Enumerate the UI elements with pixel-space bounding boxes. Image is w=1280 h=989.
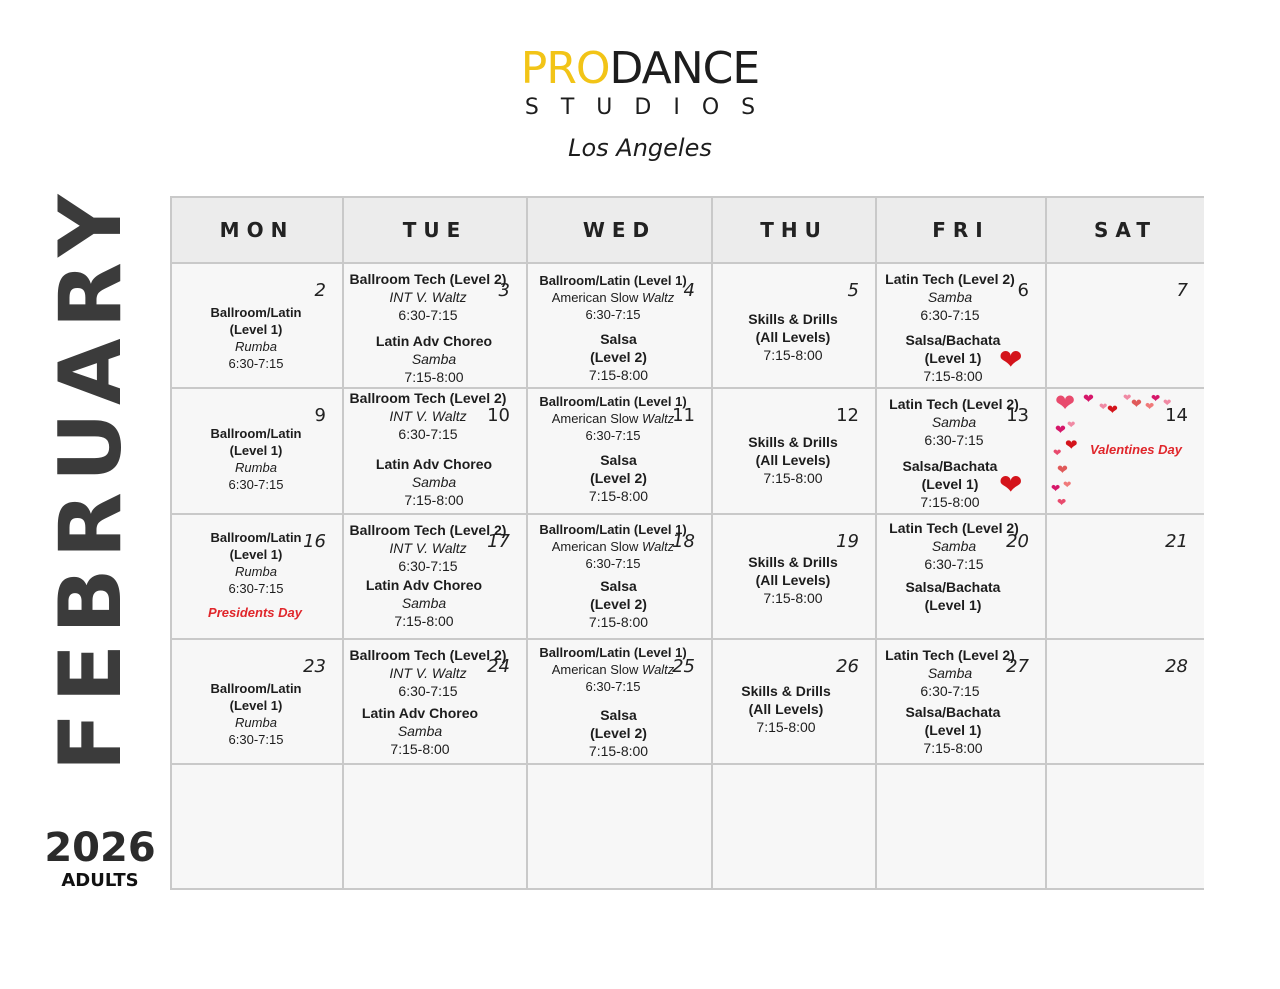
class-title: Ballroom Tech (Level 2): [349, 390, 507, 406]
day-cell-4: [528, 264, 713, 389]
day-number: 10: [487, 405, 510, 426]
class-title: Latin Tech (Level 2): [885, 647, 1015, 663]
day-number: 24: [487, 656, 510, 677]
class-ballroom-latin: [172, 425, 340, 493]
day-cell-18: [528, 515, 713, 640]
class-time: 6:30-7:15: [398, 558, 458, 574]
holiday-valentines: Valentines Day: [1089, 442, 1182, 457]
class-level: (Level 2): [590, 349, 647, 365]
class-ballroom-latin: [528, 272, 698, 323]
class-level: (Level 2): [590, 596, 647, 612]
class-level: (Level 1): [229, 698, 283, 713]
class-title: Ballroom/Latin: [210, 681, 302, 696]
class-salsa: [528, 706, 709, 760]
day-cell-14: 14 ❤ ❤ ❤ ❤ ❤ ❤ ❤ ❤ ❤ ❤ ❤ ❤ ❤ ❤ ❤ ❤ ❤ Valentines Day: [1047, 389, 1204, 515]
class-style: Samba: [931, 538, 977, 554]
class-title: Ballroom Tech (Level 2): [349, 522, 507, 538]
class-style-pre: American Slow: [551, 539, 639, 554]
day-number: 11: [672, 405, 695, 426]
class-time: 6:30-7:15: [920, 683, 980, 699]
class-style-pre: American Slow: [551, 290, 639, 305]
audience-label: ADULTS: [61, 870, 139, 891]
class-time: 7:15-8:00: [923, 740, 983, 756]
class-level: (Level 1): [229, 322, 283, 337]
class-style: INT V. Waltz: [389, 540, 467, 556]
class-title: Latin Tech (Level 2): [889, 520, 1019, 536]
class-title: Latin Adv Choreo: [375, 333, 493, 349]
class-salsa-bachata: [877, 578, 1029, 614]
month-title: [36, 184, 146, 772]
class-ballroom-latin: [172, 529, 340, 597]
class-style: Rumba: [235, 460, 277, 475]
day-cell-25: [528, 640, 713, 765]
day-number: 13: [1006, 405, 1029, 426]
class-style: INT V. Waltz: [389, 408, 467, 424]
day-number: 4: [683, 280, 695, 301]
class-latin-tech: [881, 395, 1027, 449]
class-time: 7:15-8:00: [390, 741, 450, 757]
class-style: INT V. Waltz: [389, 289, 467, 305]
class-level: (Level 2): [590, 470, 647, 486]
class-latin-tech: [877, 270, 1023, 324]
day-cell-19: [713, 515, 877, 640]
class-ballroom-latin: [172, 680, 340, 748]
day-cell-empty: [877, 765, 1047, 888]
day-cell-10: [344, 389, 528, 515]
day-cell-6: [877, 264, 1047, 389]
class-title: Latin Tech (Level 2): [889, 396, 1019, 412]
class-time: 6:30-7:15: [398, 683, 458, 699]
day-cell-21: [1047, 515, 1204, 640]
day-cell-empty: [528, 765, 713, 888]
class-time: 6:30-7:15: [585, 307, 641, 322]
day-cell-9: [172, 389, 344, 515]
class-style-dance: Waltz: [642, 290, 675, 305]
weekday-thu: THU: [713, 198, 877, 264]
class-time: 7:15-8:00: [588, 488, 649, 504]
class-style: Samba: [411, 474, 457, 490]
class-time: 6:30-7:15: [924, 556, 984, 572]
weekday-wed: WED: [528, 198, 713, 264]
class-time: 7:15-8:00: [588, 743, 649, 759]
logo-dance: DANCE: [609, 43, 760, 94]
studio-logo: [0, 44, 1280, 162]
class-title: Skills & Drills: [748, 311, 838, 327]
calendar-grid: [170, 196, 1204, 890]
class-title: Latin Tech (Level 2): [885, 271, 1015, 287]
weekday-tue: TUE: [344, 198, 528, 264]
class-style: Samba: [931, 414, 977, 430]
class-level: (All Levels): [748, 701, 824, 717]
day-cell-empty: [344, 765, 528, 888]
class-ballroom-tech: [344, 389, 512, 443]
class-style: Samba: [411, 351, 457, 367]
day-number: 7: [1176, 280, 1188, 301]
class-time: 7:15-8:00: [588, 614, 649, 630]
class-ballroom-latin: [172, 304, 340, 372]
class-time: 6:30-7:15: [398, 307, 458, 323]
day-cell-empty: [172, 765, 344, 888]
class-time: 7:15-8:00: [920, 494, 980, 510]
class-time: 7:15-8:00: [923, 368, 983, 384]
class-time: 7:15-8:00: [763, 590, 823, 606]
class-level: (Level 1): [924, 722, 982, 738]
class-time: 6:30-7:15: [398, 426, 458, 442]
class-time: 7:15-8:00: [763, 347, 823, 363]
day-number: 3: [498, 280, 510, 301]
day-cell-16: [172, 515, 344, 640]
class-style: Rumba: [235, 339, 277, 354]
class-style: Samba: [927, 289, 973, 305]
heart-icon: ❤: [999, 469, 1023, 500]
class-time: 6:30-7:15: [585, 679, 641, 694]
class-time: 6:30-7:15: [228, 581, 284, 596]
class-style: Samba: [927, 665, 973, 681]
day-number: 9: [314, 405, 326, 426]
class-style: INT V. Waltz: [389, 665, 467, 681]
day-number: 14: [1165, 405, 1188, 426]
class-style: Rumba: [235, 564, 277, 579]
class-title: Ballroom Tech (Level 2): [349, 271, 507, 287]
day-number: 6: [1017, 280, 1029, 301]
day-number: 5: [847, 280, 859, 301]
class-level: (All Levels): [755, 329, 831, 345]
day-cell-28: [1047, 640, 1204, 765]
class-time: 6:30-7:15: [228, 356, 284, 371]
class-ballroom-latin: [528, 521, 698, 572]
class-title: Salsa: [600, 331, 637, 347]
class-level: (Level 1): [229, 547, 283, 562]
class-style-dance: Waltz: [642, 662, 675, 677]
class-time: 7:15-8:00: [394, 613, 454, 629]
class-time: 7:15-8:00: [404, 492, 464, 508]
class-title: Salsa/Bachata: [905, 704, 1001, 720]
class-title: Skills & Drills: [748, 554, 838, 570]
weekday-fri: FRI: [877, 198, 1047, 264]
class-level: (All Levels): [755, 452, 831, 468]
class-title: Ballroom/Latin (Level 1): [539, 522, 687, 537]
class-skills-drills: [713, 553, 873, 607]
class-skills-drills: [713, 433, 873, 487]
class-style-pre: American Slow: [551, 411, 639, 426]
day-cell-13: [877, 389, 1047, 515]
logo-studios: STUDIOS: [524, 95, 778, 120]
day-cell-11: [528, 389, 713, 515]
class-style-pre: American Slow: [551, 662, 639, 677]
day-number: 28: [1165, 656, 1188, 677]
day-number: 2: [314, 280, 326, 301]
class-level: (Level 1): [229, 443, 283, 458]
day-number: 20: [1006, 531, 1029, 552]
year-label: 2026: [44, 825, 156, 871]
class-level: (All Levels): [755, 572, 831, 588]
class-style: [528, 661, 698, 678]
weekday-sat: SAT: [1047, 198, 1204, 264]
logo-city: Los Angeles: [568, 134, 712, 162]
class-ballroom-latin: [528, 644, 698, 695]
weekday-mon: MON: [172, 198, 344, 264]
class-time: 6:30-7:15: [228, 477, 284, 492]
class-latin-adv-choreo: [344, 576, 504, 630]
logo-pro: PRO: [520, 43, 610, 94]
class-title: Latin Adv Choreo: [365, 577, 483, 593]
class-level: (Level 2): [590, 725, 647, 741]
day-number: 18: [672, 531, 695, 552]
class-style-dance: Waltz: [642, 539, 675, 554]
day-cell-12: [713, 389, 877, 515]
class-title: Ballroom Tech (Level 2): [349, 647, 507, 663]
class-title: Salsa/Bachata: [905, 332, 1001, 348]
day-cell-5: [713, 264, 877, 389]
day-cell-20: [877, 515, 1047, 640]
day-number: 23: [303, 656, 326, 677]
heart-icon: ❤: [999, 344, 1023, 375]
class-title: Skills & Drills: [741, 683, 831, 699]
class-level: (Level 1): [921, 476, 979, 492]
class-title: Latin Adv Choreo: [375, 456, 493, 472]
class-title: Skills & Drills: [748, 434, 838, 450]
day-number: 26: [836, 656, 859, 677]
class-salsa: [528, 451, 709, 505]
class-salsa-bachata: [877, 703, 1029, 757]
class-title: Salsa/Bachata: [902, 458, 998, 474]
holiday-presidents: Presidents Day: [208, 605, 302, 620]
class-style: [528, 289, 698, 306]
class-level: (Level 1): [924, 350, 982, 366]
class-latin-adv-choreo: [344, 704, 496, 758]
day-cell-23: [172, 640, 344, 765]
class-ballroom-tech: [344, 521, 512, 575]
day-cell-26: [713, 640, 877, 765]
day-cell-24: [344, 640, 528, 765]
class-latin-adv-choreo: [344, 332, 524, 386]
class-time: 6:30-7:15: [585, 428, 641, 443]
day-number: 27: [1006, 656, 1029, 677]
class-title: Salsa: [600, 707, 637, 723]
class-time: 7:15-8:00: [404, 369, 464, 385]
day-cell-2: [172, 264, 344, 389]
class-time: 6:30-7:15: [585, 556, 641, 571]
day-cell-empty: [713, 765, 877, 888]
class-title: Salsa/Bachata: [905, 579, 1001, 595]
class-ballroom-tech: [344, 646, 512, 700]
day-cell-7: [1047, 264, 1204, 389]
class-time: 6:30-7:15: [228, 732, 284, 747]
class-time: 7:15-8:00: [763, 470, 823, 486]
class-title: Ballroom/Latin (Level 1): [539, 273, 687, 288]
class-salsa: [528, 577, 709, 631]
class-skills-drills: [713, 682, 859, 736]
class-style: [528, 410, 698, 427]
class-title: Salsa: [600, 578, 637, 594]
class-latin-adv-choreo: [344, 455, 524, 509]
class-time: 7:15-8:00: [756, 719, 816, 735]
class-time: 7:15-8:00: [588, 367, 649, 383]
class-title: Salsa: [600, 452, 637, 468]
class-time: 6:30-7:15: [924, 432, 984, 448]
class-salsa: [528, 330, 709, 384]
class-latin-tech: [877, 646, 1023, 700]
day-cell-17: [344, 515, 528, 640]
day-cell-27: [877, 640, 1047, 765]
day-number: 25: [672, 656, 695, 677]
class-title: Ballroom/Latin: [210, 530, 302, 545]
day-cell-empty: [1047, 765, 1204, 888]
day-number: 17: [487, 531, 510, 552]
class-time: 6:30-7:15: [920, 307, 980, 323]
class-style: Samba: [397, 723, 443, 739]
class-title: Latin Adv Choreo: [361, 705, 479, 721]
day-cell-3: [344, 264, 528, 389]
class-latin-tech: [881, 519, 1027, 573]
day-number: 19: [836, 531, 859, 552]
class-title: Ballroom/Latin (Level 1): [539, 394, 687, 409]
class-title: Ballroom/Latin: [210, 305, 302, 320]
day-number: 16: [303, 531, 326, 552]
class-title: Ballroom/Latin: [210, 426, 302, 441]
month-label: FEBRUARY: [41, 184, 141, 772]
class-skills-drills: [713, 310, 873, 364]
class-ballroom-tech: [344, 270, 512, 324]
class-style-dance: Waltz: [642, 411, 675, 426]
logo-wordmark: [0, 44, 1280, 94]
class-style: Rumba: [235, 715, 277, 730]
day-number: 12: [836, 405, 859, 426]
class-title: Ballroom/Latin (Level 1): [539, 645, 687, 660]
class-ballroom-latin: [528, 393, 698, 444]
day-number: 21: [1165, 531, 1188, 552]
class-level: (Level 1): [924, 597, 982, 613]
class-style: Samba: [401, 595, 447, 611]
class-style: [528, 538, 698, 555]
